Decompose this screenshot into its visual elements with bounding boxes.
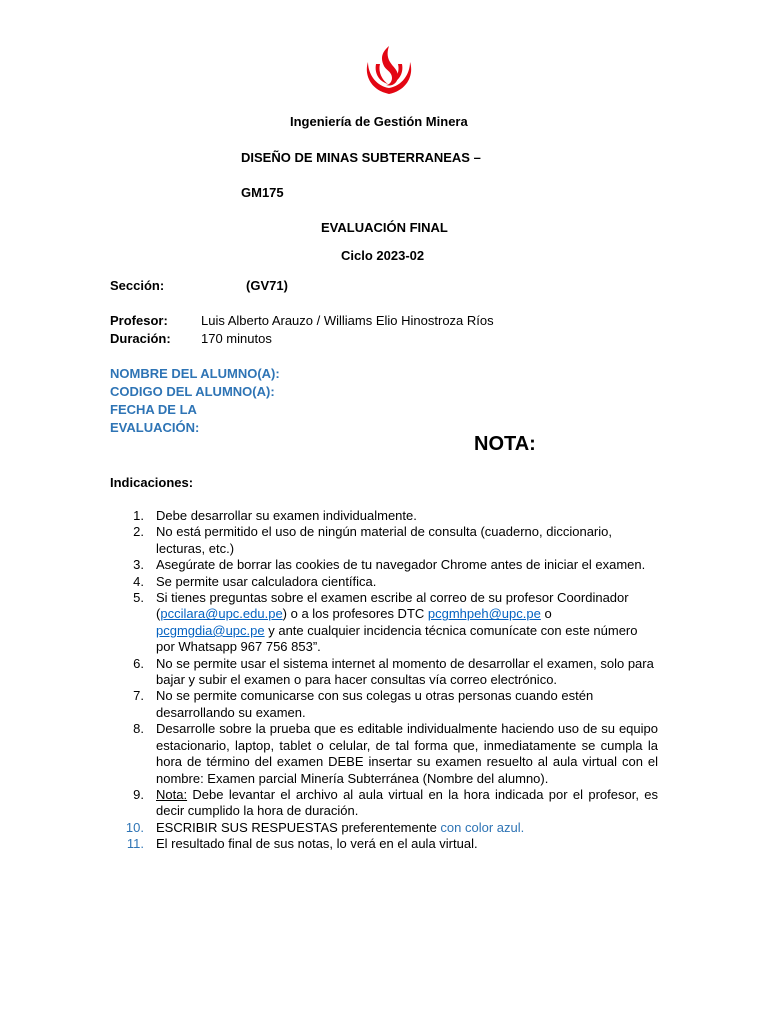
- list-item-text: No se permite usar el sistema internet al momento de desarrollar el examen, solo para bajar y subir el examen o para hacer consultas vía correo electrónico.: [156, 655, 654, 688]
- list-item: [110, 590, 658, 656]
- list-item: [110, 557, 658, 573]
- evaluation-date-label-2: EVALUACIÓN:: [110, 420, 200, 435]
- list-item-text: El resultado final de sus notas, lo verá en el aula virtual.: [156, 836, 478, 852]
- list-item-text-part: o: [540, 606, 552, 622]
- instructions-list: [110, 508, 658, 853]
- student-name-label: NOMBRE DEL ALUMNO(A):: [110, 366, 280, 381]
- exam-title: EVALUACIÓN FINAL: [321, 220, 448, 235]
- list-item: [110, 787, 658, 820]
- list-item: [110, 836, 658, 852]
- list-item-text: Asegúrate de borrar las cookies de tu navegador Chrome antes de iniciar el examen.: [156, 557, 646, 573]
- list-item: [110, 688, 658, 721]
- list-item: [110, 721, 658, 787]
- list-item-text-part: Si tienes preguntas sobre el examen escribe al correo de su profesor Coordinador (: [156, 590, 629, 622]
- list-item-text-part: y ante cualquier incidencia técnica comunícate con este número por Whatsapp 967 756 853”.: [156, 622, 638, 655]
- list-item-number: 8.: [133, 721, 144, 737]
- list-item-number: 4.: [133, 573, 144, 589]
- instructions-heading: Indicaciones:: [110, 475, 194, 490]
- list-item-number: 11.: [126, 836, 144, 852]
- blue-highlight-text: con color azul.: [440, 819, 525, 835]
- note-label: Nota:: [156, 786, 188, 802]
- list-item-text: Debe desarrollar su examen individualmente.: [156, 508, 417, 523]
- list-item-number: 5.: [133, 590, 144, 606]
- list-item-number: 2.: [133, 524, 144, 540]
- course-code: GM175: [241, 185, 284, 200]
- student-code-label: CODIGO DEL ALUMNO(A):: [110, 384, 275, 399]
- list-item: [110, 524, 658, 557]
- evaluation-date-label-1: FECHA DE LA: [110, 402, 197, 417]
- list-item-text-part: Debe levantar el archivo al aula virtual en la hora indicada por el profesor, es decir cumplido la hora de duración.: [156, 786, 658, 819]
- grade-label: NOTA:: [474, 433, 536, 455]
- list-item-text: Se permite usar calculadora científica.: [156, 573, 377, 589]
- list-item: [110, 574, 658, 590]
- list-item-text: [156, 787, 658, 818]
- course-title: DISEÑO DE MINAS SUBTERRANEAS –: [241, 150, 481, 165]
- professor-label: Profesor:: [110, 313, 168, 328]
- list-item-number: 3.: [133, 557, 144, 573]
- career-title: Ingeniería de Gestión Minera: [290, 114, 468, 129]
- exam-cycle: Ciclo 2023-02: [341, 248, 425, 263]
- list-item-number: 1.: [133, 508, 144, 523]
- list-item: [110, 656, 658, 689]
- section-label: Sección:: [110, 278, 165, 293]
- list-item-text: [156, 590, 638, 654]
- list-item-number: 7.: [133, 688, 144, 704]
- section-value: (GV71): [246, 278, 288, 293]
- list-item-text-part: ) o a los profesores DTC: [282, 606, 428, 622]
- upc-flame-logo-icon: [362, 44, 416, 96]
- list-item: [110, 820, 658, 836]
- list-item-number: 6.: [133, 655, 144, 671]
- professor-value: Luis Alberto Arauzo / Williams Elio Hinostroza Ríos: [201, 313, 494, 328]
- list-item-text-part: ESCRIBIR SUS RESPUESTAS preferentemente: [156, 819, 441, 835]
- professor-email-link-2[interactable]: pcgmgdia@upc.pe: [156, 622, 265, 638]
- professor-email-link-1[interactable]: pcgmhpeh@upc.pe: [427, 606, 541, 622]
- coordinator-email-link[interactable]: pccilara@upc.edu.pe: [160, 606, 283, 622]
- list-item-text: No está permitido el uso de ningún material de consulta (cuaderno, diccionario, lecturas, etc.): [156, 524, 612, 556]
- list-item-text: Desarrolle sobre la prueba que es editable individualmente haciendo uso de su equipo estacionario, laptop, tablet o celular, de tal forma que, inmediatamente se cumpla la hora de término del examen DEBE insertar su examen resuelto al aula virtual con el nombre: Examen parcial Minería Subterránea (Nombre del alumno).: [156, 721, 658, 786]
- list-item: [110, 508, 658, 524]
- list-item-text: [156, 820, 524, 835]
- duration-label: Duración:: [110, 331, 171, 346]
- duration-value: 170 minutos: [201, 331, 272, 346]
- list-item-text: No se permite comunicarse con sus colegas u otras personas cuando estén desarrollando su examen.: [156, 688, 594, 720]
- list-item-number: 9.: [133, 786, 144, 802]
- list-item-number: 10.: [125, 819, 144, 835]
